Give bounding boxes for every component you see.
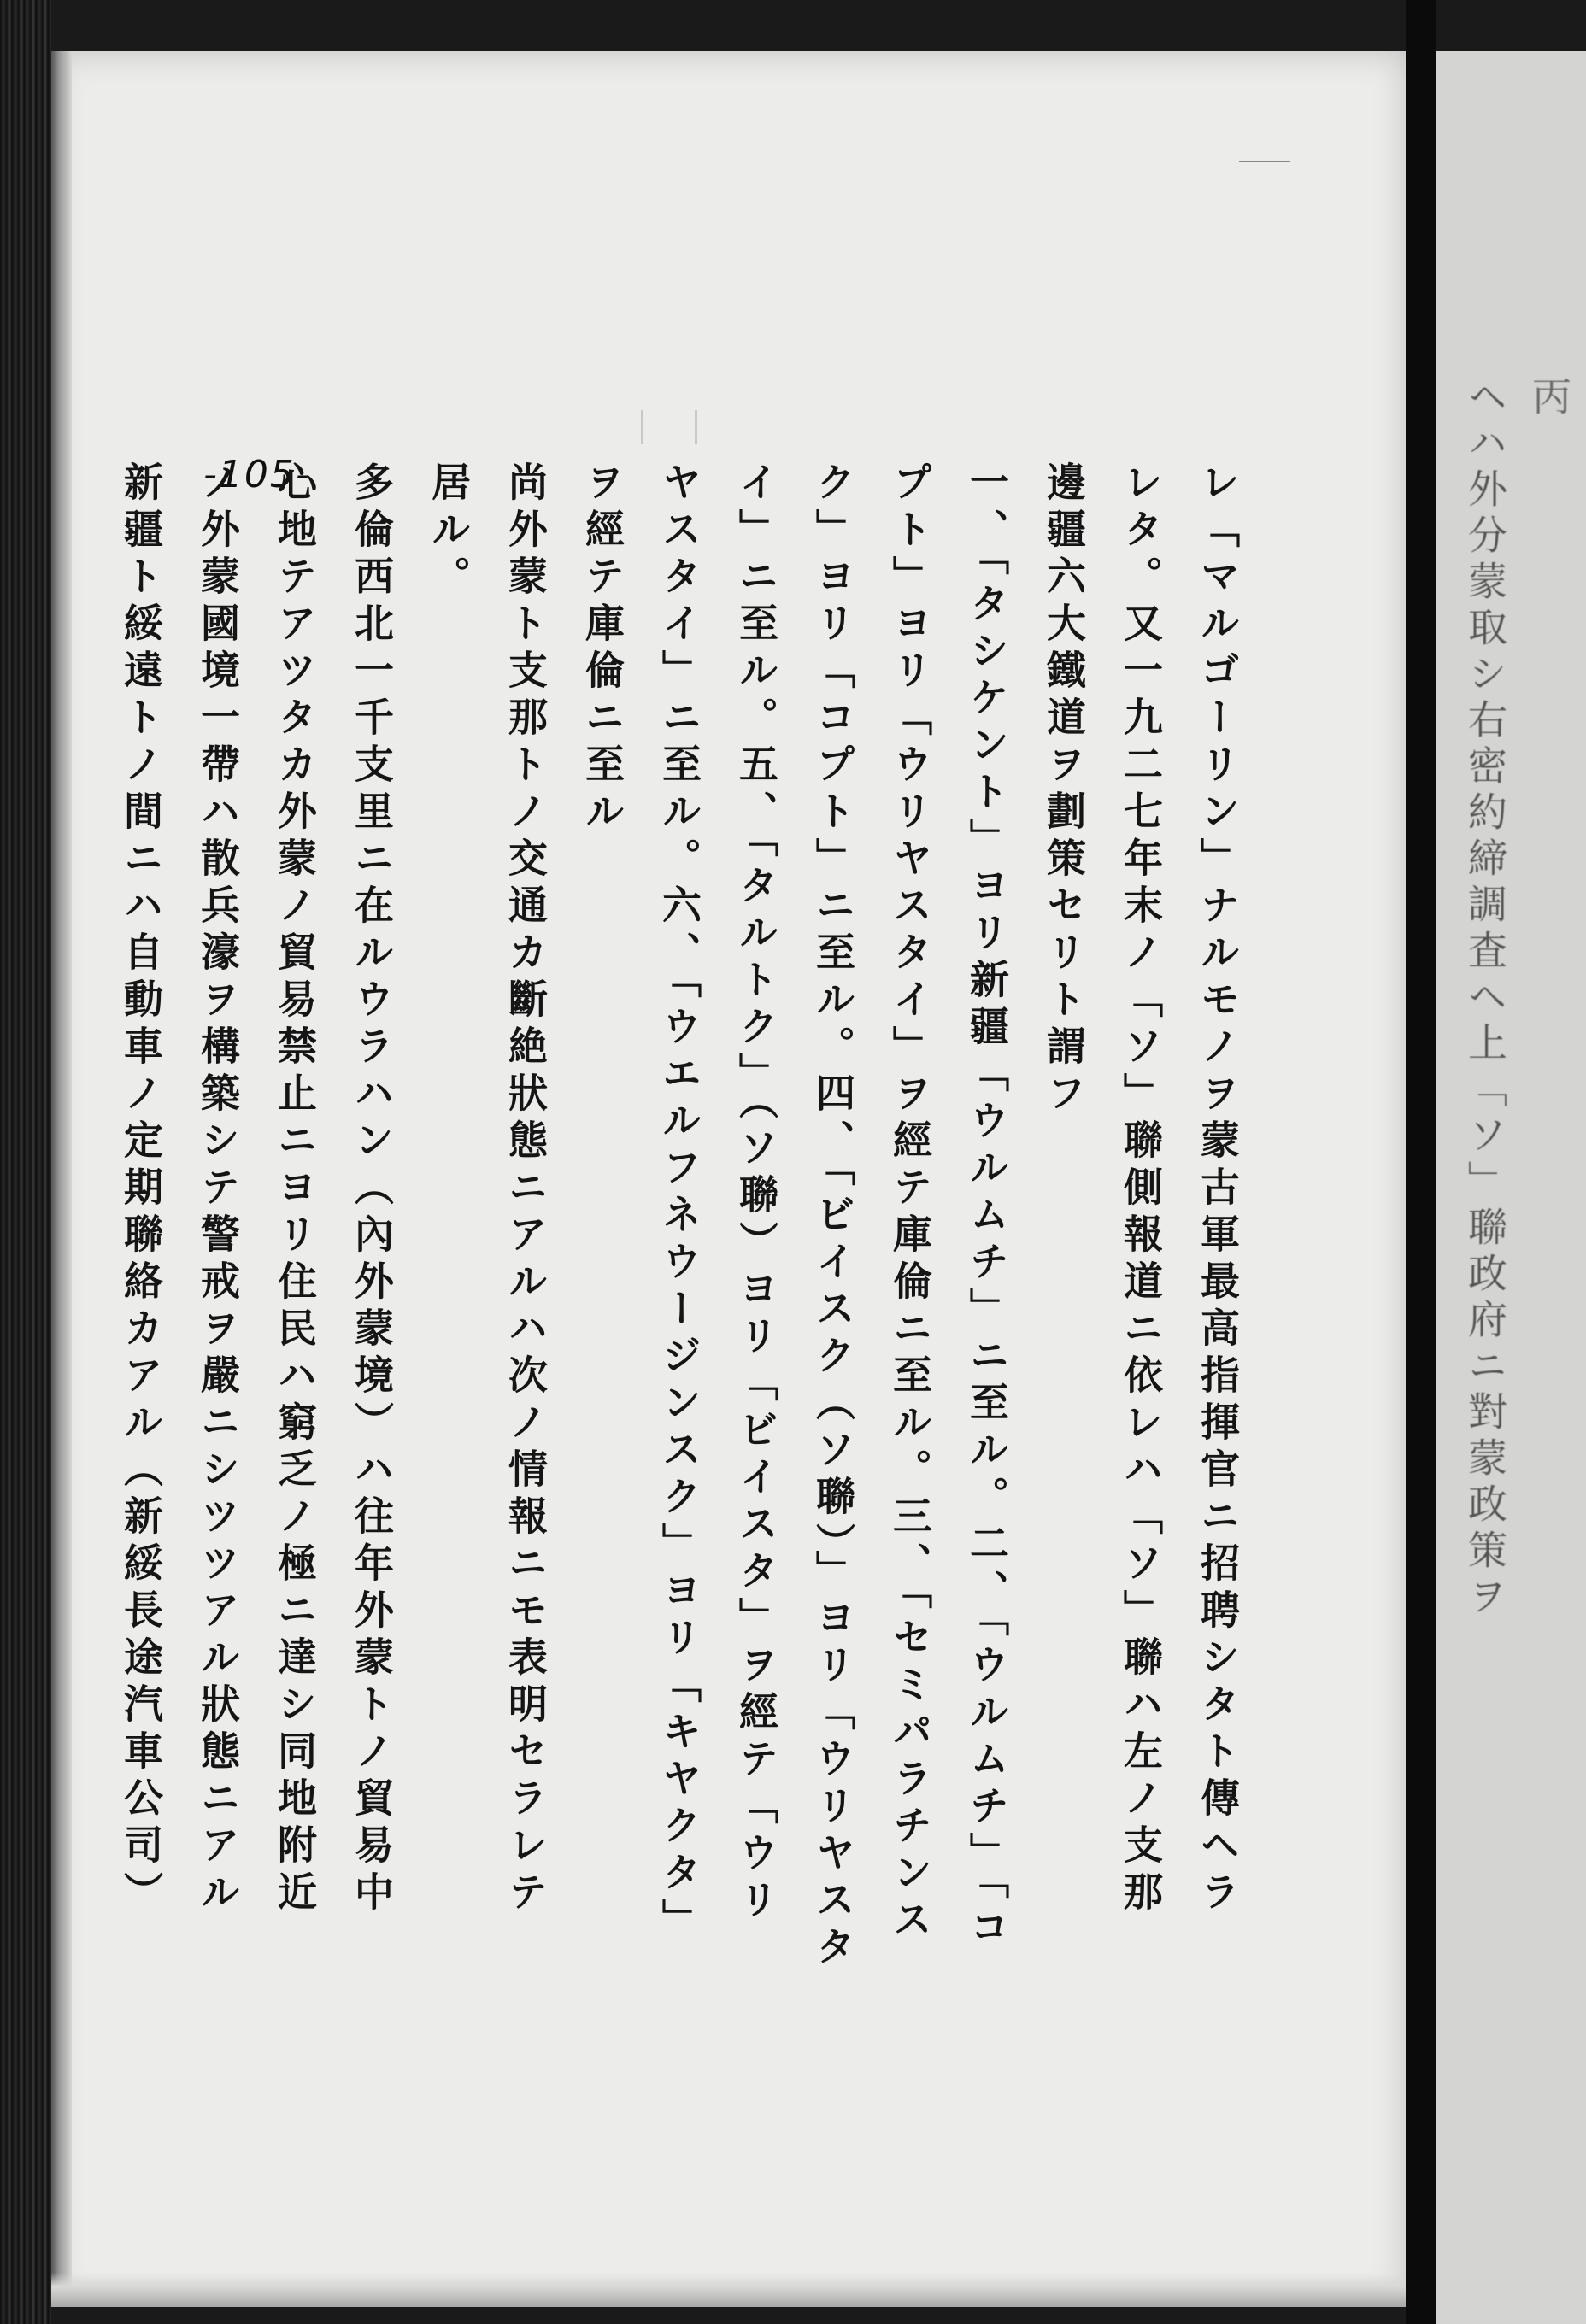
- faint-mark: [641, 410, 697, 444]
- page-edge-bottom: [51, 2273, 1406, 2307]
- facing-page: [1436, 51, 1586, 2324]
- text-line: 心地テアツタカ外蒙ノ貿易禁止ニヨリ住民ハ窮乏ノ極ニ達シ同地附近: [272, 461, 318, 1918]
- text-line: レタ。又一九二七年末ノ「ソ」聯側報道ニ依レハ「ソ」聯ハ左ノ支那: [1118, 461, 1164, 1918]
- text-line: レ「マルゴーリン」ナルモノヲ蒙古軍最高指揮官ニ招聘シタト傳ヘラ: [1195, 461, 1241, 1918]
- text-line: ク」ヨリ「コプト」ニ至ル。四、「ビイスク（ソ聯）」ヨリ「ウリヤスタ: [810, 461, 856, 1973]
- page-number: -105-: [203, 453, 311, 496]
- page-gutter: [1406, 0, 1436, 2324]
- page-edge-left: [51, 51, 72, 2307]
- text-line: イ」ニ至ル。五、「タルトク」（ソ聯）ヨリ「ビイスタ」ヲ經テ「ウリ: [733, 461, 779, 1926]
- header-rule: [1239, 161, 1290, 162]
- facing-page-text: 丙: [1526, 376, 1572, 422]
- text-line: ヤスタイ」ニ至ル。六、「ウエルフネウージンスク」ヨリ「キヤクタ」: [656, 461, 702, 1945]
- book-binding: [0, 0, 51, 2324]
- facing-page-text: ヘハ外分蒙取シ右密約締調査ヘ上「ソ」聯政府ニ對蒙政策ヲ: [1462, 376, 1508, 1622]
- text-line: 尚外蒙ト支那トノ交通カ斷絶狀態ニアルハ次ノ情報ニモ表明セラレテ: [502, 461, 549, 1918]
- text-line: 居ル。: [426, 461, 472, 602]
- text-line: ノ外蒙國境一帶ハ散兵濠ヲ構築シテ警戒ヲ嚴ニシツツアル狀態ニアル: [195, 461, 241, 1918]
- scanned-page: [51, 51, 1406, 2307]
- text-line: 新疆ト綏遠トノ間ニハ自動車ノ定期聯絡カアル（新綏長途汽車公司）: [118, 461, 164, 1918]
- text-line: ヲ經テ庫倫ニ至ル: [579, 461, 626, 837]
- text-line: 一、「タシケント」ヨリ新疆「ウルムチ」ニ至ル。二、「ウルムチ」「コ: [964, 461, 1010, 1953]
- vertical-text-block: [103, 461, 1256, 2170]
- text-line: 邊疆六大鐵道ヲ劃策セリト謂フ: [1041, 461, 1087, 1119]
- text-line: 多倫西北一千支里ニ在ルウラハン（內外蒙境）ハ往年外蒙トノ貿易中: [349, 461, 395, 1918]
- text-line: プト」ヨリ「ウリヤスタイ」ヲ經テ庫倫ニ至ル。三、「セミパラチンス: [887, 461, 933, 1945]
